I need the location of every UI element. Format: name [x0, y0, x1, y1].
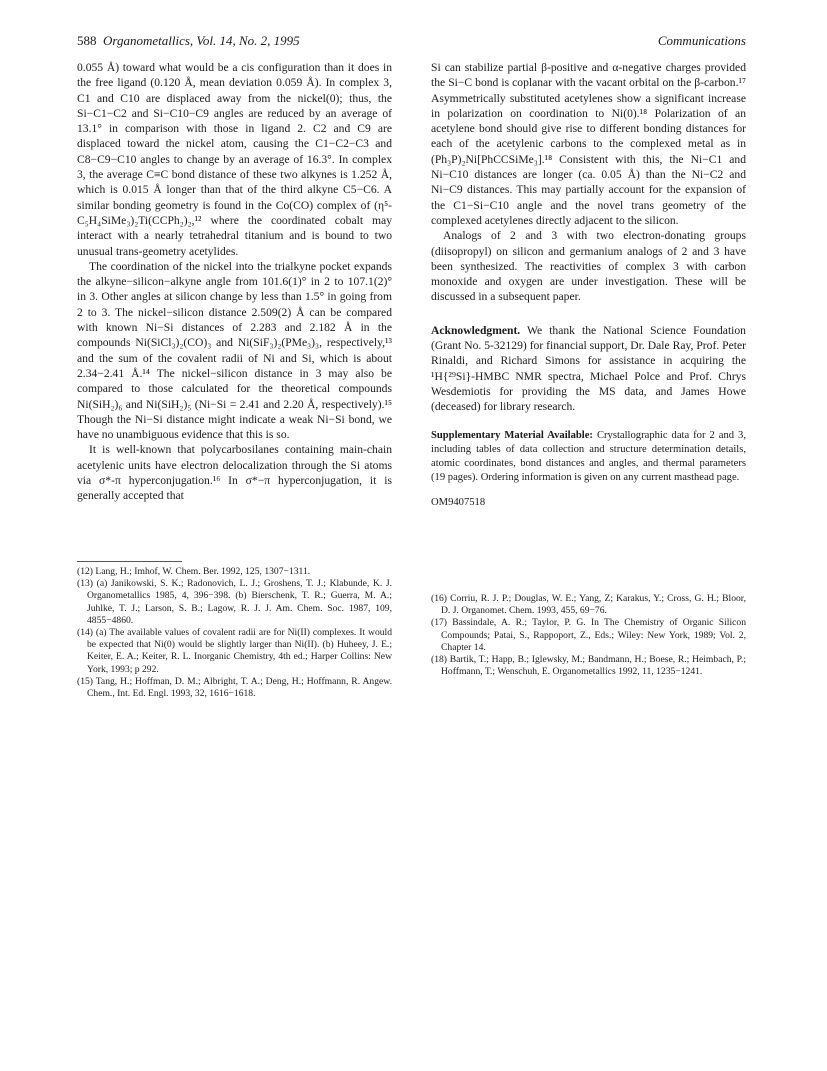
supplementary-text: Crystallographic data for 2 and 3, including tables of data collection and structure determination details, atomic coordinates, bond distances and angles, and thermal parameters (19 pages). Ordering information is given on any current masthead page. — [431, 429, 746, 484]
header-left — [77, 33, 300, 49]
reference-item: (18) Bartik, T.; Happ, B.; Iglewsky, M.; Bandmann, H.; Boese, R.; Heimbach, P.; Hoffmann, T.; Wenschuh, E. Organometallics 1992, 11, 1235−1241. — [431, 654, 746, 678]
supplementary-heading: Supplementary Material Available: — [431, 429, 593, 441]
body-paragraph: Si can stabilize partial β-positive and α-negative charges provided the Si−C bond is coplanar with the vacant orbital on the β-carbon.¹⁷ Asymmetrically substituted acetylenes show a significant increase in polarization on coordination to Ni(0).¹⁸ Polarization of an acetylene bond should give rise to different bonding distances for each of the acetylenic carbons to the complexed metal as in (Ph₃P)₂Ni[PhCCSiMe₃].¹⁸ Consistent with this, the Ni−C1 and Ni−C10 distances are longer (ca. 0.05 Å) than the Ni−C2 and Ni−C9 distances. This may partially account for the expansion of the C1−Si−C10 angle and the novel trans geometry of the complexed acetylenes directly adjacent to the silicon. — [431, 61, 746, 227]
page-number: 588 — [77, 33, 97, 48]
reference-item: (14) (a) The available values of covalent radii are for Ni(II) complexes. It would be expected that Ni(0) would be slightly larger than Ni(II). (b) Huheey, J. E.; Keiter, E. A.; Keiter, R. L. Inorganic Chemistry, 4th ed.; Harper Collins: New York, 1993; p 292. — [77, 627, 392, 675]
references-left — [77, 566, 392, 700]
left-column — [77, 60, 392, 504]
right-column — [431, 60, 746, 511]
supplementary-material — [431, 429, 746, 486]
acknowledgment-text: We thank the National Science Foundation (Grant No. 5-32129) for financial support, Dr. Dale Ray, Prof. Peter Rinaldi, and Richard Simons for assistance in acquiring the ¹H{²⁹Si}-HMBC NMR spectra, Michael Polce and Prof. Chrys Wesdemiotis for providing the MS data, and James Howe (deceased) for library research. — [431, 323, 746, 414]
reference-item: (15) Tang, H.; Hoffman, D. M.; Albright, T. A.; Deng, H.; Hoffmann, R. Angew. Chem., Int. Ed. Engl. 1993, 32, 1616−1618. — [77, 675, 392, 700]
acknowledgment — [431, 323, 746, 415]
references-right — [431, 593, 746, 678]
section-label: Communications — [657, 33, 746, 48]
body-paragraph: It is well-known that polycarbosilanes containing main-chain acetylenic units have electron delocalization through the Si atoms via σ*-π hyperconjugation.¹⁶ In σ*−π hyperconjugation, it is generally accepted that — [77, 443, 392, 503]
body-paragraph: 0.055 Å) toward what would be a cis configuration than it does in the free ligand (0.120 Å, mean deviation 0.059 Å). In complex 3, C1 and C10 are displaced away from the nickel(0); thus, the Si−C1−C2 and Si−C10−C9 angles are reduced by an average of 13.1° in comparison with those in ligand 2. C2 and C9 are displaced toward the nickel atom, causing the C1−C2−C3 and C8−C9−C10 angles to change by an average of 16.3°. In complex 3, the average C≡C bond distance of these two alkynes is 1.252 Å, which is 0.015 Å longer than that of the third alkyne C5−C6. A similar bonding geometry is found in the Co(CO) complex of (η⁵-C₅H₄SiMe₃)₂Ti(CCPh₂)₂,¹² where the coordinated cobalt may interact with a nearly tetrahedral titanium and is bound to two unusual trans-geometry acetylides. — [77, 61, 392, 258]
page-header — [77, 33, 746, 51]
reference-item: (16) Corriu, R. J. P.; Douglas, W. E.; Yang, Z; Karakus, Y.; Cross, G. H.; Bloor, D. J. Organomet. Chem. 1993, 455, 69−76. — [431, 593, 746, 617]
reference-item: (13) (a) Janikowski, S. K.; Radonovich, L. J.; Groshens, T. J.; Klabunde, K. J. Organometallics 1985, 4, 396−398. (b) Bierschenk, T. R.; Guerra, M. A.; Juhlke, T. J.; Larson, S. B.; Lagow, R. J. J. Am. Chem. Soc. 1987, 109, 4855−4860. — [77, 578, 392, 626]
reference-item: (12) Lang, H.; Imhof, W. Chem. Ber. 1992, 125, 1307−1311. — [77, 566, 311, 577]
manuscript-code: OM9407518 — [431, 497, 486, 509]
reference-item: (17) Bassindale, A. R.; Taylor, P. G. In The Chemistry of Organic Silicon Compounds; Patai, S., Rappoport, Z., Eds.; Wiley: New York, 1989; Vol. 2, Chapter 14. — [431, 617, 746, 653]
footnote-rule — [77, 561, 182, 562]
journal-citation: Organometallics, Vol. 14, No. 2, 1995 — [103, 33, 300, 48]
body-paragraph: Analogs of 2 and 3 with two electron-donating groups (diisopropyl) on silicon and germanium analogs of 2 and 3 have been synthesized. The reactivities of complex 3 with carbon monoxide and oxygen are under investigation. These will be discussed in a subsequent paper. — [431, 229, 746, 304]
acknowledgment-heading: Acknowledgment. — [431, 323, 521, 337]
body-paragraph: The coordination of the nickel into the trialkyne pocket expands the alkyne−silicon−alkyne angle from 101.6(1)° in 2 to 107.1(2)° in 3. Other angles at silicon change by less than 1.5° in going from 2 to 3. The nickel−silicon distance 2.509(2) Å can be compared with known Ni−Si distances of 2.283 and 2.182 Å in the compounds Ni(SiCl₃)₂(CO)₃ and Ni(SiF₃)₂(PMe₃)₃, respectively,¹³ and the sum of the covalent radii of Ni and Si, which is about 2.34−2.41 Å.¹⁴ The nickel−silicon distance in 3 may also be compared to those calculated for the theoretical compounds Ni(SiH₂)₆ and Ni(SiH₂)₅ (Ni−Si = 2.41 and 2.20 Å, respectively).¹⁵ Though the Ni−Si distance might indicate a weak Ni−Si bond, we have no unambiguous evidence that this is so. — [77, 259, 392, 442]
